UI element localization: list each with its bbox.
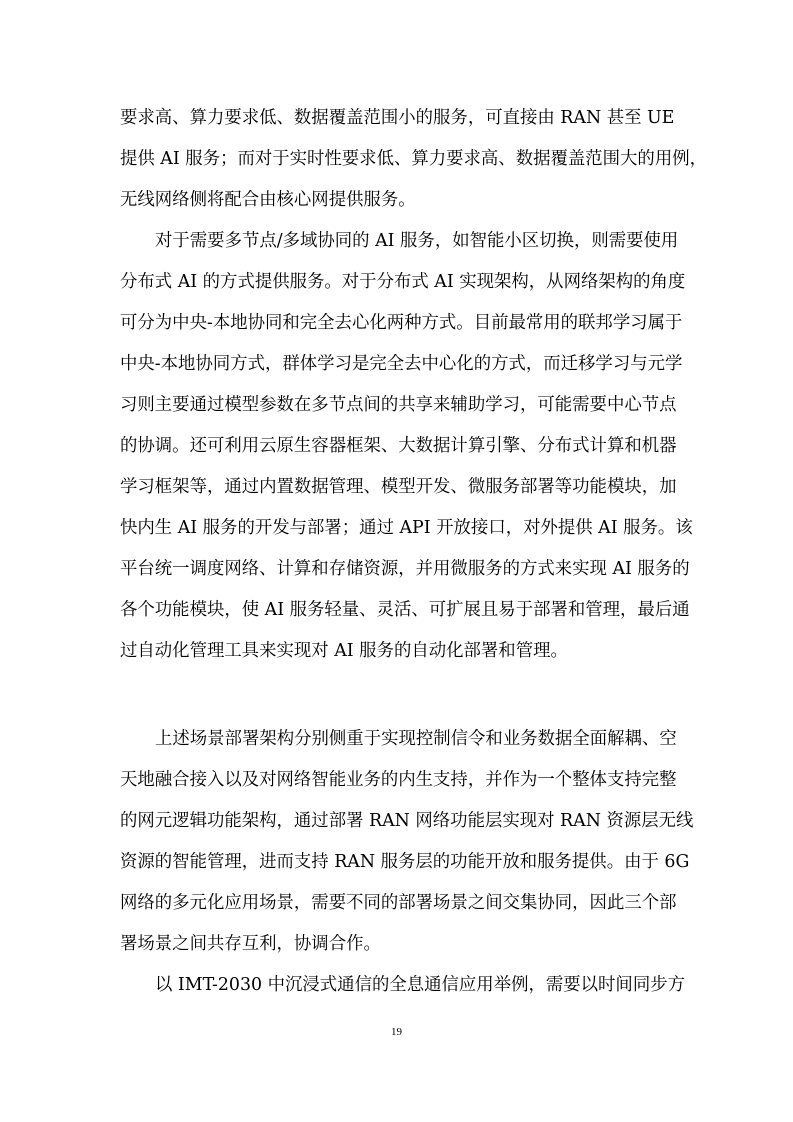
text-line: 各个功能模块，使 AI 服务轻量、灵活、可扩展且易于部署和管理，最后通 xyxy=(120,600,690,620)
text-line: 无线网络侧将配合由核心网提供服务。 xyxy=(120,190,416,210)
text-line: 网络的多元化应用场景，需要不同的部署场景之间交集协同，因此三个部 xyxy=(120,893,677,913)
text-line: 上述场景部署架构分别侧重于实现控制信令和业务数据全面解耦、空 xyxy=(155,729,677,749)
text-line: 资源的智能管理，进而支持 RAN 服务层的功能开放和服务提供。由于 6G xyxy=(120,852,690,872)
text-line: 提供 AI 服务；而对于实时性要求低、算力要求高、数据覆盖范围大的用例， xyxy=(120,149,707,169)
text-line: 天地融合接入以及对网络智能业务的内生支持，并作为一个整体支持完整 xyxy=(120,770,677,790)
text-line: 学习框架等，通过内置数据管理、模型开发、微服务部署等功能模块，加 xyxy=(120,477,677,497)
text-line: 要求高、算力要求低、数据覆盖范围小的服务，可直接由 RAN 甚至 UE xyxy=(120,108,675,128)
text-line: 对于需要多节点/多域协同的 AI 服务，如智能小区切换，则需要使用 xyxy=(155,231,679,251)
text-line: 中央-本地协同方式，群体学习是完全去中心化的方式，而迁移学习与元学 xyxy=(120,354,683,374)
text-line: 过自动化管理工具来实现对 AI 服务的自动化部署和管理。 xyxy=(120,641,568,661)
text-line: 习则主要通过模型参数在多节点间的共享来辅助学习，可能需要中心节点 xyxy=(120,395,677,415)
text-line: 的协调。还可利用云原生容器框架、大数据计算引擎、分布式计算和机器 xyxy=(120,436,677,456)
text-line: 可分为中央-本地协同和完全去心化两种方式。目前最常用的联邦学习属于 xyxy=(120,313,683,333)
text-line: 的网元逻辑功能架构，通过部署 RAN 网络功能层实现对 RAN 资源层无线 xyxy=(120,811,694,831)
text-line: 以 IMT-2030 中沉浸式通信的全息通信应用举例，需要以时间同步方 xyxy=(155,975,685,995)
text-line: 署场景之间共存互利，协调合作。 xyxy=(120,934,381,954)
text-line: 分布式 AI 的方式提供服务。对于分布式 AI 实现架构，从网络架构的角度 xyxy=(120,272,686,292)
page-number: 19 xyxy=(391,1026,402,1038)
text-line: 快内生 AI 服务的开发与部署；通过 API 开放接口，对外提供 AI 服务。该 xyxy=(120,518,693,538)
text-line: 平台统一调度网络、计算和存储资源，并用微服务的方式来实现 AI 服务的 xyxy=(120,559,690,579)
